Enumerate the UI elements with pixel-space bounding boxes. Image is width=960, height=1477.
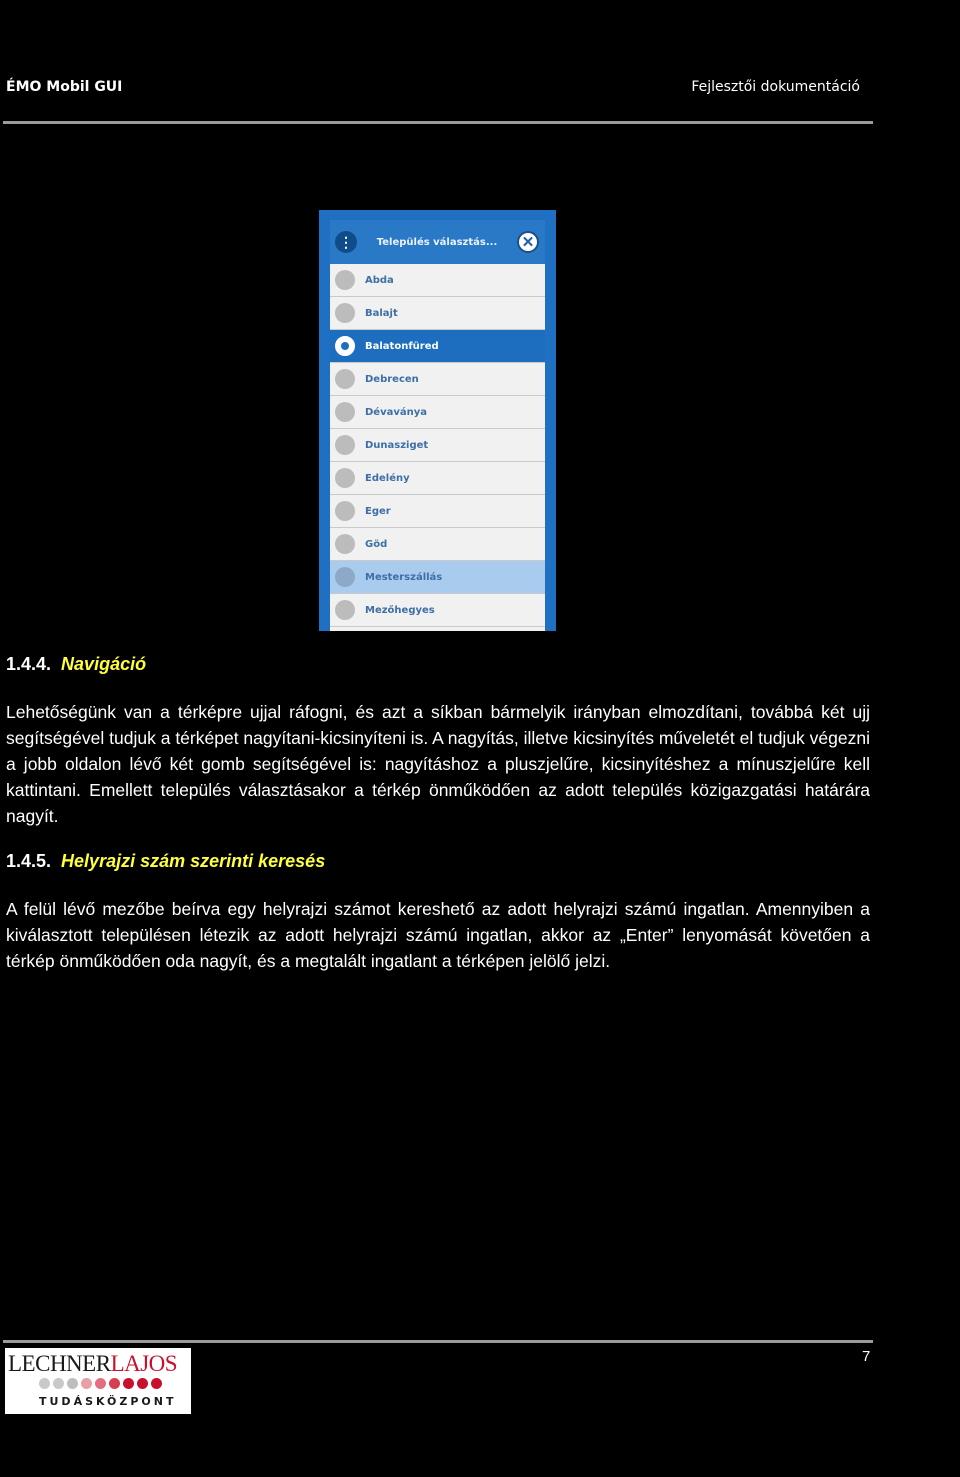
logo-dot [109, 1378, 120, 1389]
section-body-navigation: Lehetőségünk van a térképre ujjal ráfogni, és azt a síkban bármelyik irányban elmozdítani, továbbá két ujj segítségével tudjuk a térképet nagyítani-kicsinyíteni is. A nagyítás, illetve kicsinyítés műveletét el tudjuk végezni a jobb oldalon lévő két gomb segítségével is: nagyításhoz a pluszjelűre, kicsinyítéshez a mínuszjelűre kell kattintani. Emellett település választásakor a térkép önműködően az adott település közigazgatási határára nagyít. [6, 702, 870, 826]
logo-dot [53, 1378, 64, 1389]
settlement-label: Dévaványa [365, 406, 428, 418]
settlement-label: Balatonfüred [365, 340, 439, 352]
section-body-parcel-search: A felül lévő mezőbe beírva egy helyrajzi számot kereshető az adott helyrajzi számú ingatlan. Amennyiben a kiválasztott településen létezik az adott helyrajzi számú ingatlan, akkor az „Enter” lenyomását követően a térkép önműködően oda nagyít, és a megtalált ingatlant a térképen jelölő jelzi. [6, 899, 870, 971]
settlement-item[interactable] [330, 462, 545, 495]
header-left: ÉMO Mobil GUI [6, 79, 123, 95]
radio-icon [335, 303, 355, 323]
settlement-label: Edelény [365, 472, 410, 484]
footer-rule [3, 1340, 873, 1343]
radio-icon [335, 435, 355, 455]
radio-icon [335, 600, 355, 620]
section-title: Navigáció [61, 654, 147, 674]
logo-dots [39, 1378, 162, 1389]
dialog-header [330, 220, 545, 264]
menu-icon[interactable]: ⋮ [335, 231, 357, 253]
settlement-item[interactable] [330, 396, 545, 429]
radio-icon [335, 567, 355, 587]
header-rule [3, 121, 873, 124]
settlement-label: Balajt [365, 307, 398, 319]
settlement-picker-dialog [330, 220, 545, 631]
settlement-item[interactable] [330, 495, 545, 528]
section-number: 1.4.5. [6, 851, 52, 871]
settlement-label: Eger [365, 505, 391, 517]
logo-part1: LECHNER [8, 1351, 111, 1376]
phone-screenshot [319, 210, 556, 631]
radio-icon [335, 534, 355, 554]
settlement-item[interactable] [330, 363, 545, 396]
radio-icon [335, 501, 355, 521]
section-number: 1.4.4. [6, 654, 52, 674]
settlement-item[interactable] [330, 528, 545, 561]
section-heading-parcel-search [6, 851, 325, 872]
settlement-item[interactable] [330, 297, 545, 330]
settlement-label: Dunasziget [365, 439, 429, 451]
logo-subtitle: TUDÁSKÖZPONT [39, 1395, 177, 1408]
logo-wordmark [8, 1351, 177, 1377]
logo-dot [81, 1378, 92, 1389]
radio-icon [335, 468, 355, 488]
settlement-item[interactable] [330, 330, 545, 363]
radio-icon [335, 336, 355, 356]
settlement-label: Göd [365, 538, 388, 550]
settlement-list [330, 264, 545, 631]
settlement-label: Mesterszállás [365, 571, 443, 583]
logo-part2: LAJOS [110, 1351, 178, 1376]
section-heading-navigation [6, 654, 146, 675]
logo-dot [137, 1378, 148, 1389]
settlement-item[interactable] [330, 627, 545, 631]
radio-icon [335, 270, 355, 290]
settlement-label: Abda [365, 274, 394, 286]
logo-dot [123, 1378, 134, 1389]
settlement-item[interactable] [330, 264, 545, 297]
settlement-item[interactable] [330, 429, 545, 462]
radio-icon [335, 369, 355, 389]
close-icon[interactable]: ✕ [517, 231, 539, 253]
logo-dot [95, 1378, 106, 1389]
logo-dot [151, 1378, 162, 1389]
settlement-item[interactable] [330, 594, 545, 627]
header-right: Fejlesztői dokumentáció [691, 79, 860, 95]
settlement-label: Debrecen [365, 373, 419, 385]
lechner-logo [5, 1348, 191, 1414]
settlement-item[interactable] [330, 561, 545, 594]
dialog-title: Település választás... [376, 236, 498, 248]
settlement-label: Mezőhegyes [365, 604, 435, 616]
logo-dot [67, 1378, 78, 1389]
section-title: Helyrajzi szám szerinti keresés [61, 851, 326, 871]
page-number: 7 [862, 1348, 871, 1365]
radio-icon [335, 402, 355, 422]
logo-dot [39, 1378, 50, 1389]
